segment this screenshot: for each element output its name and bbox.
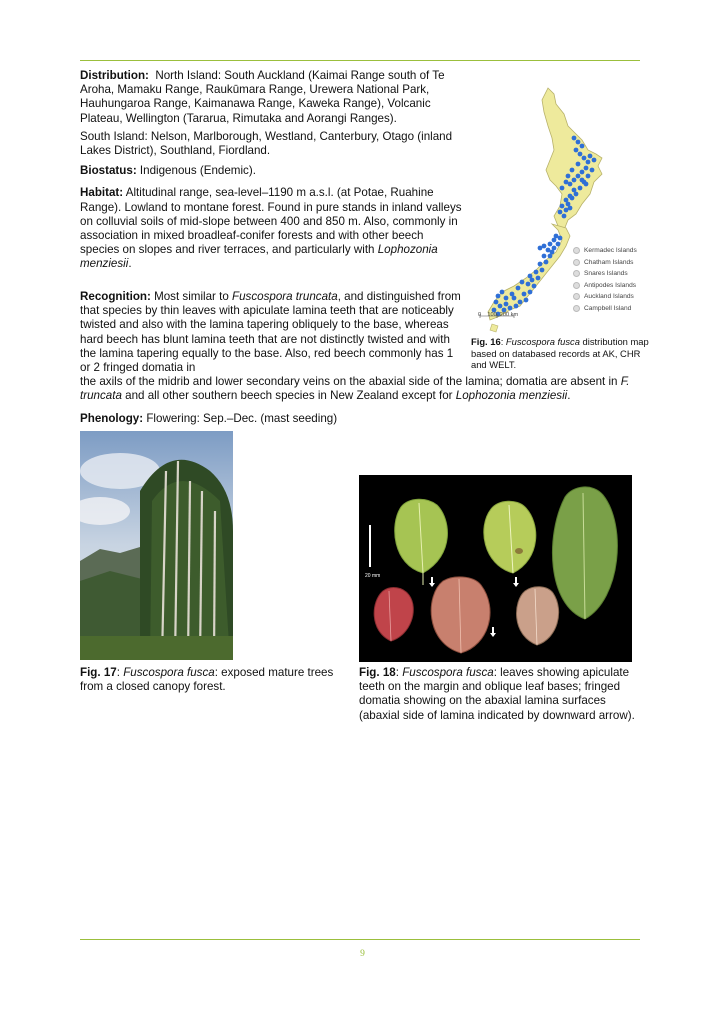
record-point [560,186,565,191]
species-text-upper [80,69,465,280]
leaves-photo [359,475,632,662]
phenology: Phenology: Flowering: Sep.–Dec. (mast seeding) [80,411,338,425]
distribution-north: Distribution: North Island: South Auckland (Kaimai Range south of Te Aroha, Mamaku Range, Raukūmara Range, Urewera National Park, Hauhungaroa Range, Kaimanawa Range, Kaweka Range), Volcanic Plateau, Wellington (Tararua, Rimutaka and Aorangi Ranges). [80,69,445,125]
record-point [586,160,591,165]
map-legend [573,245,637,314]
record-point [562,214,567,219]
fig18-caption: Fig. 18: Fuscospora fusca: leaves showing apiculate teeth on the margin and oblique leaf bases; fringed domatia showing on the abaxial lamina surfaces (abaxial side of lamina indicated by downward arrow). [359,666,635,722]
record-point [558,210,563,215]
record-point [494,300,499,305]
record-point [496,294,501,299]
record-point [498,304,503,309]
scale-labels: 0 100 200 km [478,312,519,318]
record-point [500,290,505,295]
record-point [524,298,529,303]
record-point [518,300,523,305]
record-point [572,188,577,193]
habitat-label: Habitat: [80,186,124,200]
tree-photo [80,431,233,660]
header-rule [80,60,640,61]
record-point [522,292,527,297]
record-point [564,180,569,185]
recognition-part-2: the axils of the midrib and lower secondary veins on the abaxial side of the lamina; domatia are absent in F. truncata and all other southern beech species in New Zealand except for Lophozonia menziesii. [80,375,630,403]
recognition-part-1: Recognition: Most similar to Fuscospora truncata, and distinguished from that species by thin leaves with apiculate lamina teeth that are noticeably twisted and also with the lamina tapering obliquely to the base, whereas hard beech has blunt lamina teeth that are not distinctly twisted and with the lamina tapering equally to the base. Also, red beech commonly has 1 or 2 fringed domatia in [80,290,461,375]
legend-item: Antipodes Islands [573,280,637,292]
distribution-label: Distribution: [80,69,149,82]
footer-rule [80,939,640,940]
record-point [556,242,561,247]
record-point [586,174,591,179]
leaf-scale-label: 20 mm [365,573,381,579]
record-point [576,162,581,167]
fig17-caption: Fig. 17: Fuscospora fusca: exposed mature trees from a closed canopy forest. [80,666,334,694]
record-point [572,178,577,183]
record-point [578,186,583,191]
record-point [580,170,585,175]
stewart-island-shape [490,324,498,332]
record-point [542,254,547,259]
record-point [526,282,531,287]
biostatus: Biostatus: Indigenous (Endemic). [80,164,256,178]
record-point [590,168,595,173]
record-point [576,140,581,145]
record-point [550,250,555,255]
distribution-south: South Island: Nelson, Marlborough, Westland, Canterbury, Otago (inland Lakes District), Southland, Fiordland. [80,129,453,158]
record-point [580,178,585,183]
record-point [528,290,533,295]
record-point [544,260,549,265]
record-point [536,276,541,281]
legend-item: Kermadec Islands [573,245,637,257]
record-point [578,152,583,157]
record-point [560,204,565,209]
record-point [528,274,533,279]
record-point [572,136,577,141]
record-point [504,302,509,307]
record-point [584,166,589,171]
record-point [548,242,553,247]
record-point [538,262,543,267]
fig16-caption: Fig. 16: Fuscospora fusca distribution map based on databased records at AK, CHR and WELT. [471,336,649,370]
record-point [512,296,517,301]
record-point [564,198,569,203]
record-point [516,286,521,291]
record-point [584,182,589,187]
record-point [532,284,537,289]
record-point [568,194,573,199]
record-point [540,268,545,273]
record-point [566,174,571,179]
record-point [576,174,581,179]
record-point [504,296,509,301]
record-point [520,280,525,285]
record-point [558,236,563,241]
record-point [508,306,513,311]
legend-item: Auckland Islands [573,291,637,303]
legend-item: Campbell Island [573,303,637,315]
record-point [588,154,593,159]
record-point [514,304,519,309]
record-point [568,206,573,211]
biostatus-label: Biostatus: [80,164,137,178]
habitat: Habitat: Altitudinal range, sea-level–1190 m a.s.l. (at Potae, Ruahine Range). Lowland to montane forest. Found in pure stands in inland valleys on colluvial soils of mid-slope between 400 and 850 m. Also, commonly in association in mixed broadleaf-conifer forests and with other beech species on slopes and river terraces, and particularly with Lophozonia menziesii. [80,186,462,271]
record-point [552,238,557,243]
legend-item: Chatham Islands [573,257,637,269]
legend-item: Snares Islands [573,268,637,280]
record-point [570,168,575,173]
record-point [534,270,539,275]
record-point [592,158,597,163]
record-point [542,244,547,249]
record-point [580,144,585,149]
record-point [574,148,579,153]
record-point [582,156,587,161]
page-number: 9 [360,949,365,959]
